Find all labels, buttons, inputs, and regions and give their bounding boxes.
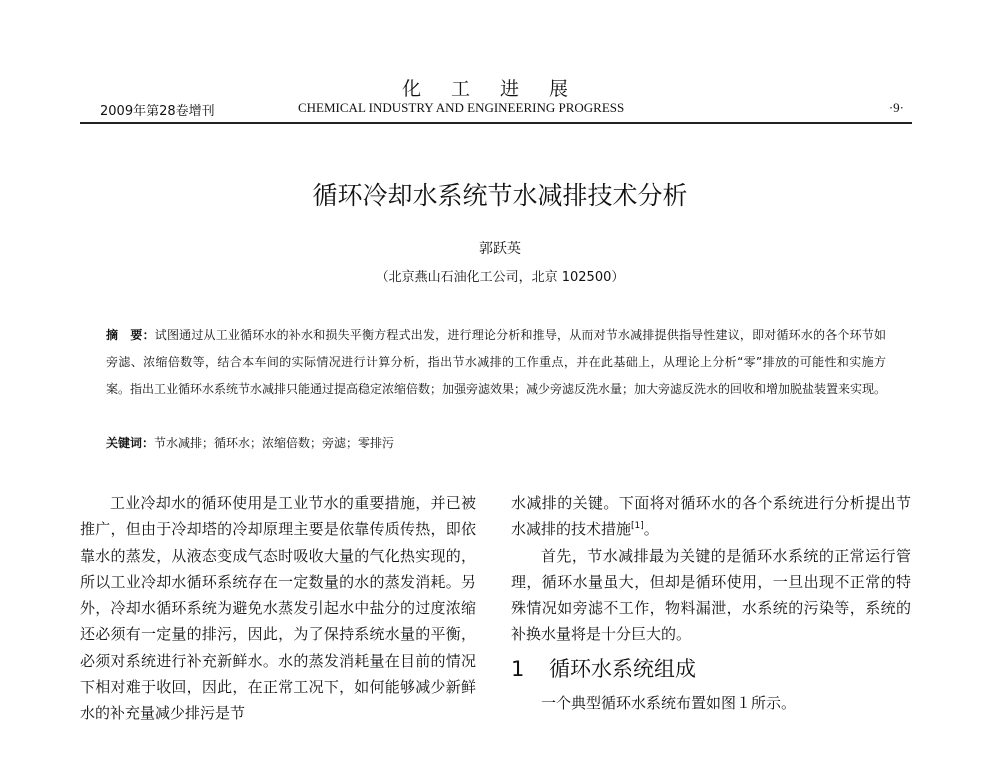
page-number: ·9· [888, 100, 904, 115]
paragraph-end: 。 [643, 520, 659, 539]
journal-title-en: CHEMICAL INDUSTRY AND ENGINEERING PROGRESS [298, 100, 625, 115]
author-name: 郭跃英 [479, 241, 521, 257]
running-header [80, 96, 912, 124]
journal-title-cn: 化工进展 [401, 78, 598, 100]
body-paragraph: 一个典型循环水系统布置如图１所示。 [541, 694, 797, 713]
body-paragraph-continued [511, 490, 911, 543]
paragraph-text: 水减排的关键。下面将对循环水的各个系统进行分析提出节水减排的技术措施 [511, 494, 911, 539]
keywords-text: 节水减排；循环水；浓缩倍数；旁滤；零排污 [154, 436, 395, 450]
citation-ref: [1] [631, 521, 644, 532]
section-heading [511, 656, 911, 682]
body-column-right [511, 490, 911, 716]
section-number: 1 [511, 656, 525, 681]
body-column-left [80, 490, 476, 727]
body-paragraph: 首先，节水减排最为关键的是循环水系统的正常运行管理，循环水量虽大，但却是循环使用，一旦出现不正常的特殊情况如旁滤不工作，物料漏泄，水系统的污染等，系统的补换水量将是十分巨大的。 [511, 546, 911, 644]
abstract-text: 试图通过从工业循环水的补水和损失平衡方程式出发，进行理论分析和推导，从而对节水减排提供指导性建议，即对循环水的各个环节如旁滤、浓缩倍数等，结合本车间的实际情况进行计算分析，指出节水减排的工作重点，并在此基础上，从理论上分析“零”排放的可能性和实施方案。指出工业循环水系统节水减排只能通过提高稳定浓缩倍数；加强旁滤效果；减少旁滤反洗水量；加大旁滤反洗水的回收和增加脱盐装置来实现。 [106, 328, 887, 396]
keywords-label: 关键词： [106, 436, 155, 450]
article-title: 循环冷却水系统节水减排技术分析 [312, 181, 688, 210]
section-title: 循环水系统组成 [549, 656, 696, 681]
abstract [106, 322, 886, 403]
keywords [106, 430, 886, 457]
year-issue: 2009年第28卷增刊 [100, 104, 215, 119]
author-affiliation: （北京燕山石油化工公司，北京 102500） [375, 270, 625, 285]
body-paragraph: 工业冷却水的循环使用是工业节水的重要措施，并已被推广，但由于冷却塔的冷却原理主要是依靠传质传热，即依靠水的蒸发，从液态变成气态时吸收大量的气化热实现的，所以工业冷却水循环系统存在一定数量的水的蒸发消耗。另外，冷却水循环系统为避免水蒸发引起水中盐分的过度浓缩还必须有一定量的排污，因此，为了保持系统水量的平衡，必须对系统进行补充新鲜水。水的蒸发消耗量在目前的情况下相对难于收回，因此，在正常工况下，如何能够减少新鲜水的补充量减少排污是节 [80, 494, 476, 723]
abstract-label: 摘 要： [106, 328, 155, 342]
